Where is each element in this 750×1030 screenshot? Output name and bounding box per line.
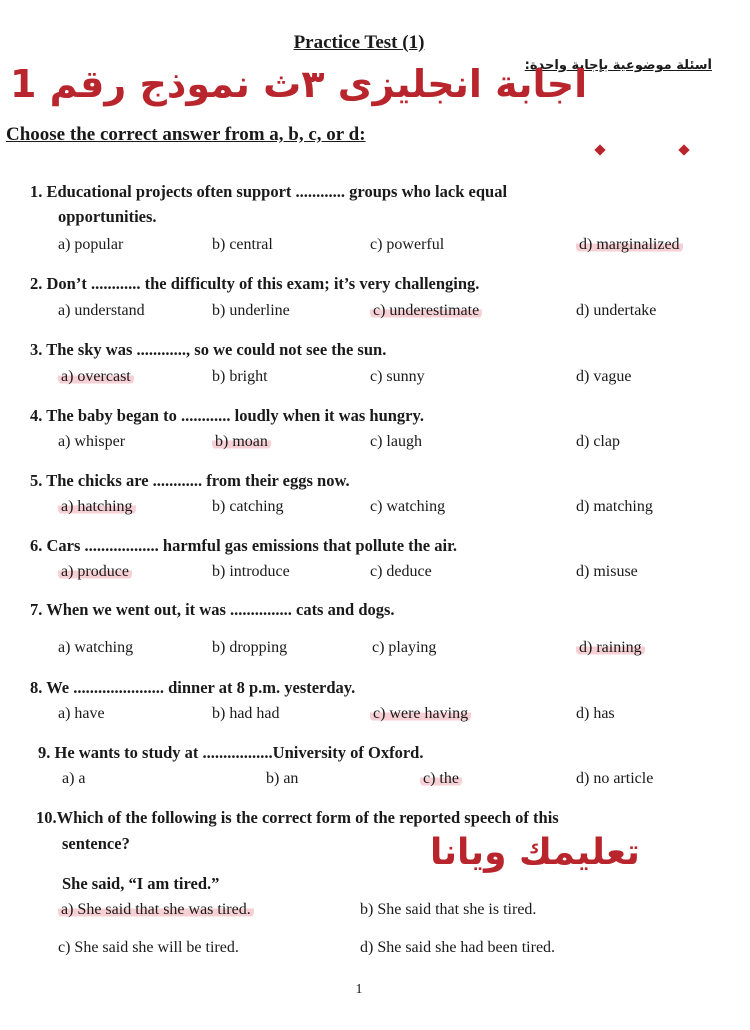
arabic-title: اجابة انجليزى ٣ث نموذج رقم 1 [10, 62, 588, 106]
option[interactable]: c) She said she will be tired. [58, 939, 239, 956]
option[interactable]: c) sunny [370, 368, 425, 385]
question-stem: 9. He wants to study at .................University of Oxford. [38, 743, 424, 762]
option[interactable]: d) clap [576, 433, 620, 450]
option[interactable]: d) matching [576, 498, 653, 515]
option[interactable]: a) understand [58, 302, 145, 319]
question-stem-continued: opportunities. [58, 207, 157, 226]
option[interactable]: d) She said she had been tired. [360, 939, 556, 956]
option[interactable]: b) dropping [212, 639, 288, 656]
question-stem: 7. When we went out, it was ............... cats and dogs. [30, 600, 395, 619]
option-selected[interactable]: a) overcast [58, 368, 134, 385]
option[interactable]: c) powerful [370, 236, 445, 253]
option[interactable]: b) underline [212, 302, 290, 319]
option[interactable]: d) misuse [576, 563, 638, 580]
option[interactable]: a) have [58, 705, 105, 722]
page-number: 1 [355, 982, 363, 997]
option[interactable]: c) playing [372, 639, 437, 656]
option[interactable]: a) a [62, 770, 86, 787]
option-selected[interactable]: a) hatching [58, 498, 136, 515]
question-stem: 2. Don’t ............ the difficulty of this exam; it’s very challenging. [30, 274, 480, 293]
diamond-dot-icon [678, 144, 689, 155]
option[interactable]: b) bright [212, 368, 268, 385]
option[interactable]: c) deduce [370, 563, 432, 580]
option[interactable]: a) whisper [58, 433, 126, 450]
diamond-dot-icon [594, 144, 605, 155]
option-selected[interactable]: d) marginalized [576, 236, 683, 253]
option[interactable]: b) had had [212, 705, 280, 722]
option[interactable]: b) introduce [212, 563, 290, 580]
option[interactable]: a) watching [58, 639, 134, 656]
option[interactable]: b) She said that she is tired. [360, 901, 537, 918]
option-selected[interactable]: a) She said that she was tired. [58, 901, 254, 918]
option[interactable]: d) no article [576, 770, 654, 787]
option-selected[interactable]: a) produce [58, 563, 132, 580]
option-selected[interactable]: c) the [420, 770, 462, 787]
option-selected[interactable]: c) were having [370, 705, 471, 722]
option[interactable]: c) laugh [370, 433, 422, 450]
option-selected[interactable]: b) moan [212, 433, 271, 450]
option[interactable]: d) has [576, 705, 615, 722]
arabic-note: أسئلة موضوعية بإجابة واحدة: [524, 58, 712, 73]
instruction-text: Choose the correct answer from a, b, c, or d: [6, 124, 366, 145]
question-stem: 3. The sky was ............, so we could not see the sun. [30, 340, 387, 359]
option-selected[interactable]: d) raining [576, 639, 645, 656]
question-stem: 4. The baby began to ............ loudly when it was hungry. [30, 406, 424, 425]
option[interactable]: b) an [266, 770, 299, 787]
option[interactable]: d) undertake [576, 302, 657, 319]
page-title: Practice Test (1) [293, 32, 425, 53]
option[interactable]: a) popular [58, 236, 124, 253]
question-stem: 1. Educational projects often support ............ groups who lack equal [30, 182, 508, 201]
question-stem: 6. Cars .................. harmful gas emissions that pollute the air. [30, 536, 458, 555]
option[interactable]: c) watching [370, 498, 446, 515]
option[interactable]: b) catching [212, 498, 284, 515]
option[interactable]: d) vague [576, 368, 632, 385]
question-stem: 5. The chicks are ............ from their eggs now. [30, 471, 350, 490]
option[interactable]: b) central [212, 236, 273, 253]
question-stem: 8. We ...................... dinner at 8 p.m. yesterday. [30, 678, 356, 697]
arabic-watermark: تعليمك ويانا [430, 832, 640, 873]
option-selected[interactable]: c) underestimate [370, 302, 482, 319]
question-stem-continued: sentence? [62, 834, 130, 853]
quoted-sentence: She said, “I am tired.” [62, 874, 220, 893]
question-stem: 10.Which of the following is the correct form of the reported speech of this [36, 808, 559, 827]
